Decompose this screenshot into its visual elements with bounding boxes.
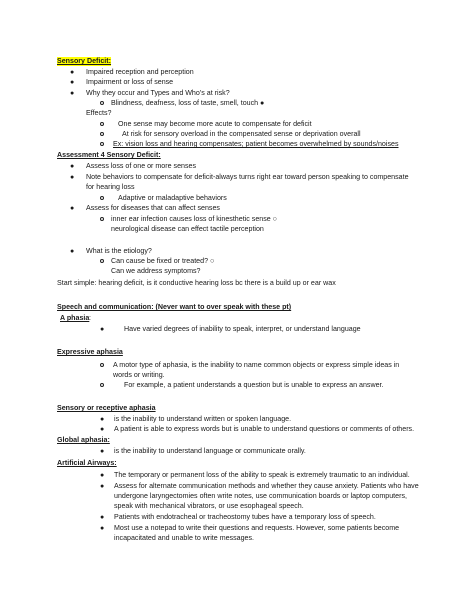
bullet-icon: ●	[100, 326, 105, 333]
bullet-icon: ●	[100, 426, 105, 433]
bullet-icon: ●	[70, 79, 75, 86]
heading-expressive-aphasia: Expressive aphasia	[57, 348, 123, 356]
list-item: is the inability to understand written or spoken language.	[114, 415, 292, 423]
heading-speech: Speech and communication: (Never want to over speak with these pt)	[57, 303, 292, 311]
heading-global-aphasia: Global aphasia:	[57, 436, 110, 444]
bullet-icon: ●	[100, 514, 105, 521]
list-item: One sense may become more acute to compensate for deficit	[118, 120, 312, 128]
bullet-icon: ●	[100, 472, 105, 479]
bullet-icon: ●	[70, 90, 75, 97]
list-item: Can cause be fixed or treated? ○	[111, 257, 215, 265]
circle-bullet-icon	[100, 101, 104, 105]
list-item-continuation: words or writing.	[113, 371, 165, 379]
heading-sensory-deficit: Sensory Deficit:	[57, 57, 112, 65]
list-item: Assess for alternate communication methods and whether they cause anxiety. Patients who have	[114, 482, 419, 490]
list-item-continuation: for hearing loss	[86, 183, 135, 191]
heading-receptive-aphasia: Sensory or receptive aphasia	[57, 404, 156, 412]
bullet-icon: ●	[100, 416, 105, 423]
list-item: Note behaviors to compensate for deficit-always turns right ear toward person speaking to compensate	[86, 173, 409, 181]
list-item-continuation: undergone laryngectomies often write notes, use communication boards or laptop computers,	[114, 492, 407, 500]
list-item: A patient is able to express words but is unable to understand questions or comments of others.	[114, 425, 415, 433]
bullet-icon: ●	[70, 248, 75, 255]
bullet-icon: ●	[100, 525, 105, 532]
circle-bullet-icon	[100, 259, 104, 263]
list-item: Most use a notepad to write their questions and requests. However, some patients become	[114, 524, 400, 532]
heading-artificial-airways: Artificial Airways:	[57, 459, 117, 467]
list-item: Adaptive or maladaptive behaviors	[118, 194, 227, 202]
circle-bullet-icon	[100, 383, 104, 387]
list-item: Why they occur and Types and Who’s at risk?	[86, 89, 230, 97]
list-item: neurological disease can effect tactile perception	[111, 225, 264, 233]
circle-bullet-icon	[100, 132, 104, 136]
list-item-continuation: speak with mechanical vibrators, or use esophageal speech.	[114, 502, 304, 510]
bullet-icon: ●	[70, 69, 75, 76]
circle-bullet-icon	[100, 196, 104, 200]
heading-assessment: Assessment 4 Sensory Deficit:	[57, 151, 161, 159]
circle-bullet-icon	[100, 217, 104, 221]
list-item: Blindness, deafness, loss of taste, smell, touch ●	[111, 99, 265, 107]
list-item-continuation: incapacitated and unable to write messages.	[114, 534, 254, 542]
list-item: For example, a patient understands a question but is unable to express an answer.	[124, 381, 384, 389]
list-item: At risk for sensory overload in the compensated sense or deprivation overall	[122, 130, 361, 138]
list-item: inner ear infection causes loss of kinesthetic sense ○	[111, 215, 277, 223]
list-item: Effects?	[86, 109, 112, 117]
list-item: Impairment or loss of sense	[86, 78, 174, 86]
list-item: Impaired reception and perception	[86, 68, 194, 76]
list-item: Have varied degrees of inability to speak, interpret, or understand language	[124, 325, 361, 333]
circle-bullet-icon	[100, 363, 104, 367]
list-item: Can we address symptoms?	[111, 267, 201, 275]
list-item: is the inability to understand language or communicate orally.	[114, 447, 306, 455]
list-item: The temporary or permanent loss of the ability to speak is extremely traumatic to an individual.	[114, 471, 410, 479]
aphasia-label: A phasia	[60, 314, 90, 322]
circle-bullet-icon	[100, 122, 104, 126]
aphasia-colon: :	[89, 314, 91, 322]
list-item: Patients with endotracheal or tracheostomy tubes have a temporary loss of speech.	[114, 513, 376, 521]
list-item: Ex: vision loss and hearing compensates; patient becomes overwhelmed by sounds/noises	[113, 140, 399, 148]
list-item: Assess for diseases that can affect senses	[86, 204, 220, 212]
note-text: Start simple: hearing deficit, is it conductive hearing loss bc there is a build up or ear wax	[57, 279, 336, 287]
list-item: Assess loss of one or more senses	[86, 162, 197, 170]
bullet-icon: ●	[70, 205, 75, 212]
list-item: What is the etiology?	[86, 247, 152, 255]
circle-bullet-icon	[100, 142, 104, 146]
list-item: A motor type of aphasia, is the inability to name common objects or express simple ideas in	[113, 361, 400, 369]
bullet-icon: ●	[70, 163, 75, 170]
bullet-icon: ●	[100, 483, 105, 490]
bullet-icon: ●	[70, 174, 75, 181]
bullet-icon: ●	[100, 448, 105, 455]
